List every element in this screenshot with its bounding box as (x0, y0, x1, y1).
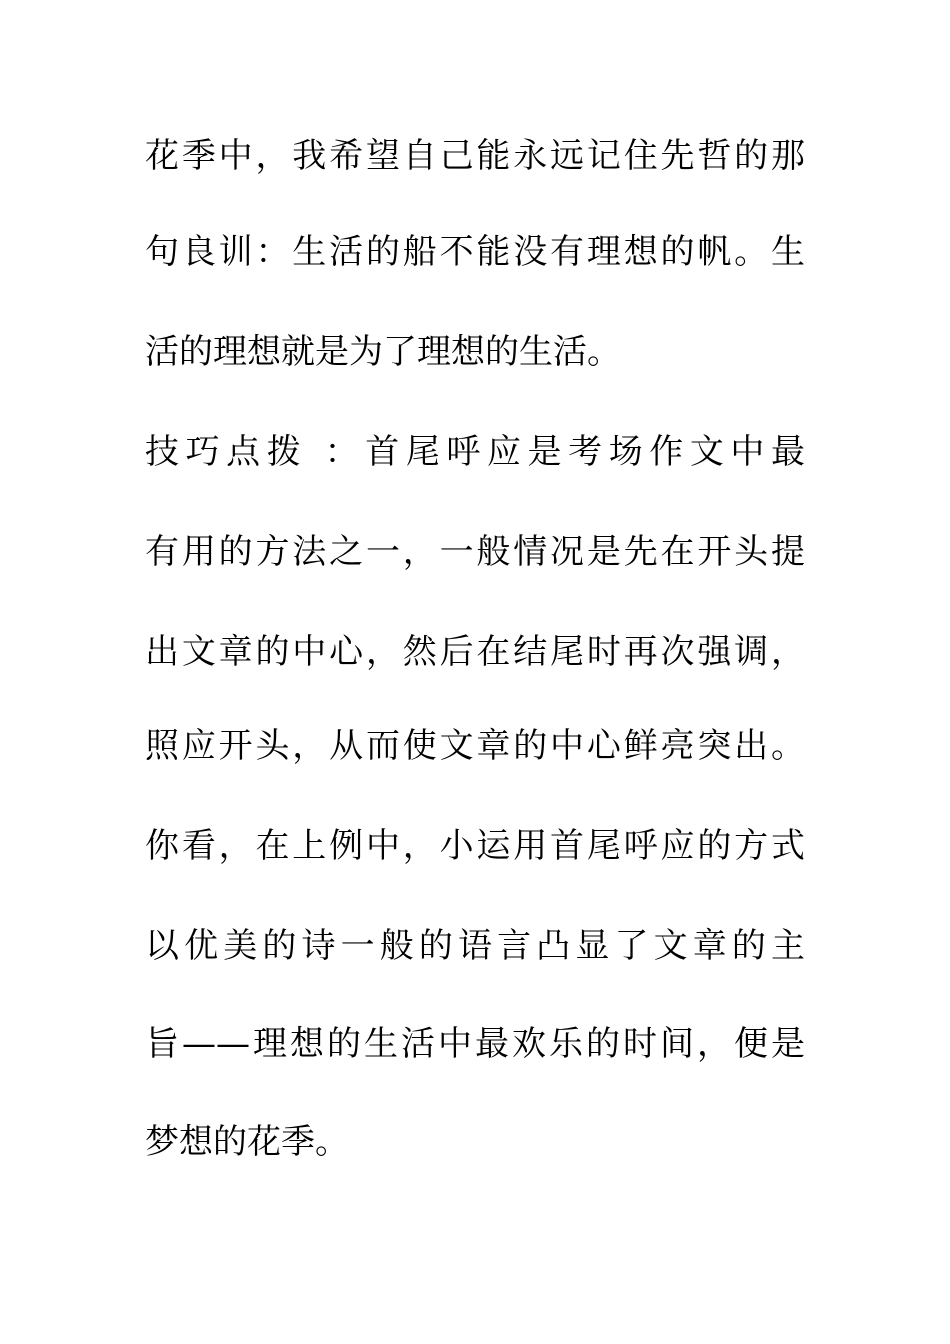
text-line-11: 梦想的花季。 (145, 1122, 349, 1162)
text-line-8: 你看，在上例中，小运用首尾呼应的方式 (145, 826, 805, 866)
text-line-3: 活的理想就是为了理想的生活。 (145, 332, 621, 372)
text-line-1: 花季中，我希望自己能永远记住先哲的那 (145, 136, 805, 176)
text-line-4: 技巧点拨 ：首尾呼应是考场作文中最 (145, 432, 805, 472)
text-line-10: 旨——理想的生活中最欢乐的时间，便是 (145, 1024, 805, 1064)
text-line-9: 以优美的诗一般的语言凸显了文章的主 (145, 926, 805, 966)
text-line-5: 有用的方法之一，一般情况是先在开头提 (145, 532, 805, 572)
text-line-7: 照应开头，从而使文章的中心鲜亮突出。 (145, 726, 805, 766)
text-line-6: 出文章的中心，然后在结尾时再次强调， (145, 632, 805, 672)
text-line-2: 句良训：生活的船不能没有理想的帆。生 (145, 232, 805, 272)
